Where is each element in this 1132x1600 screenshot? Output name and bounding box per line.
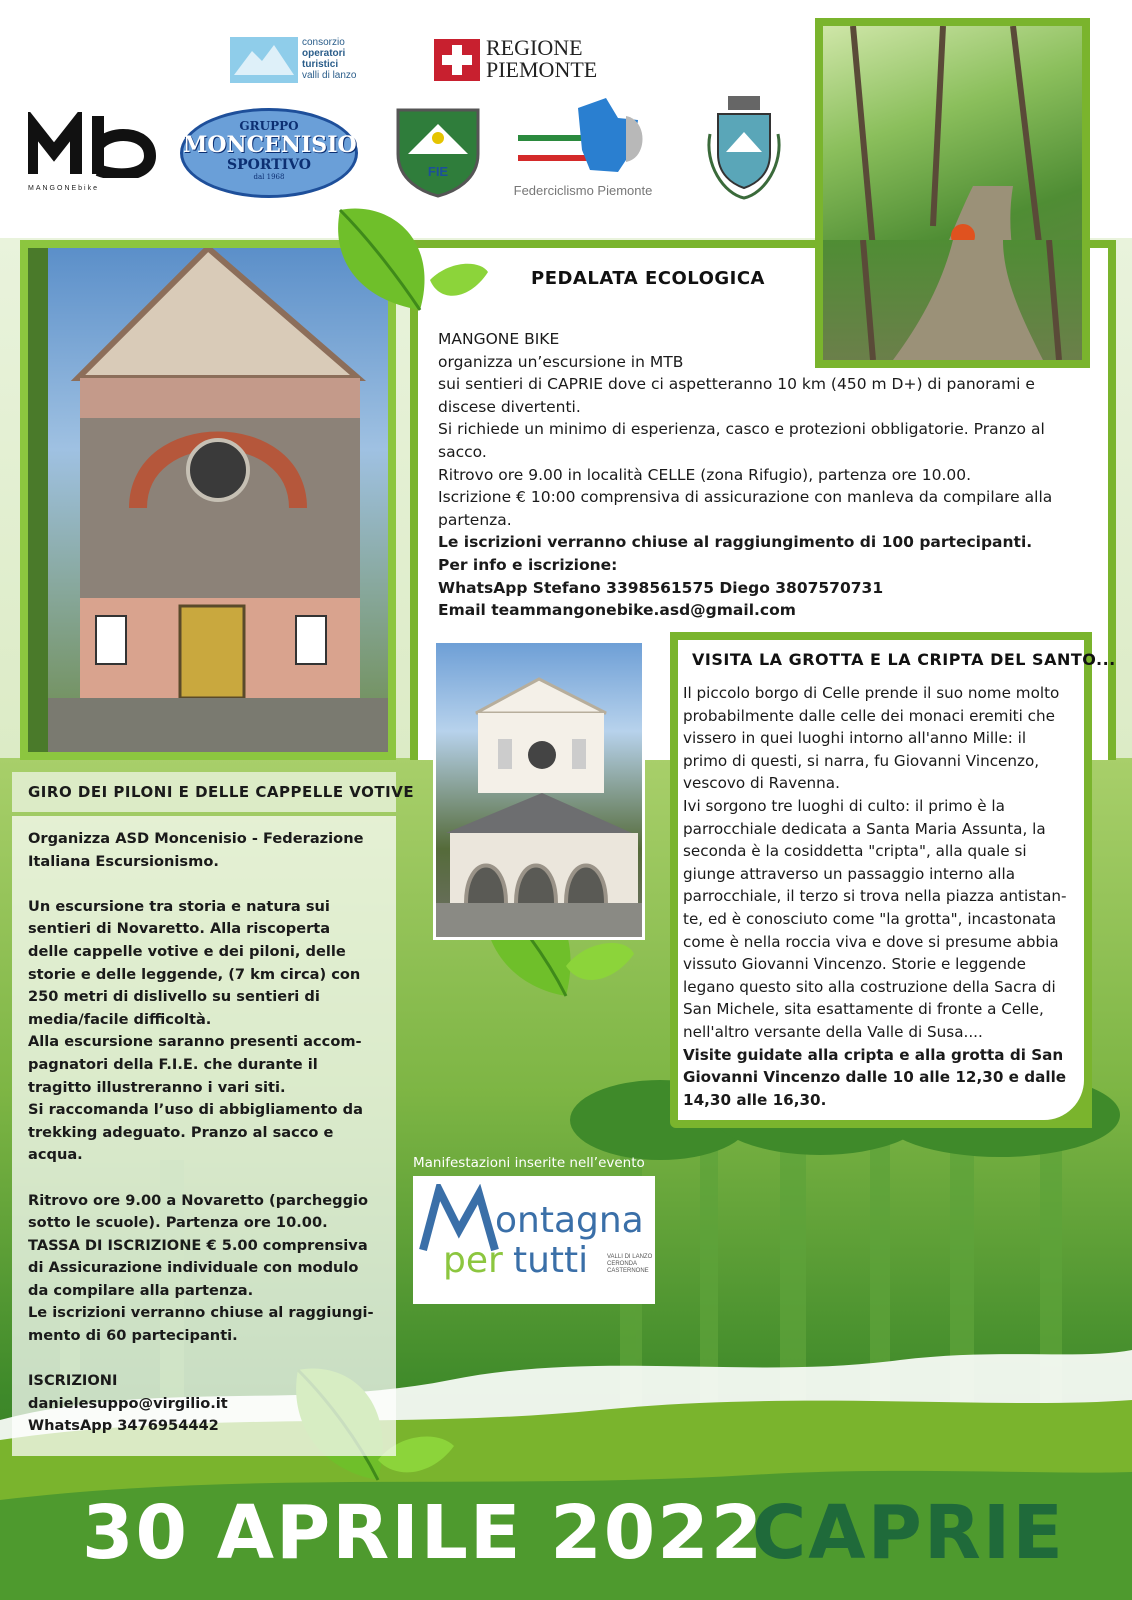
pedalata-bold-line: WhatsApp Stefano 3398561575 Diego 3807570731 <box>438 578 884 597</box>
giro-line: 250 metri di dislivello su sentieri di <box>28 988 320 1006</box>
mountain-icon <box>230 37 298 83</box>
giro-line: sentieri di Novaretto. Alla riscoperta <box>28 920 331 938</box>
consorzio-line-3: turistici <box>302 59 339 70</box>
grotta-line: come è nella roccia viva e dove si presume abbia <box>683 932 1059 951</box>
giro-line: acqua. <box>28 1146 83 1164</box>
consorzio-line-1: consorzio <box>302 37 345 48</box>
giro-line: tragitto illustreranno i vari siti. <box>28 1078 286 1096</box>
montagna-sub: CERONDA <box>607 1261 638 1267</box>
grotta-line: Il piccolo borgo di Celle prende il suo nome molto <box>683 684 1060 702</box>
grotta-line: giunge attraverso un passaggio interno alla <box>683 864 1015 883</box>
giro-line: delle cappelle votive e dei piloni, delle <box>28 942 346 960</box>
pedalata-title: PEDALATA ECOLOGICA <box>531 268 765 289</box>
montagna-caption: Manifestazioni inserite nell’evento <box>413 1155 645 1171</box>
regione-piemonte-logo <box>434 35 598 83</box>
regione-line-1: REGIONE <box>486 35 583 60</box>
giro-line <box>28 1348 394 1371</box>
grotta-line: parrocchiale dedicata a Santa Maria Assunta, la <box>683 819 1046 838</box>
pedalata-bold-line: Email teammangonebike.asd@gmail.com <box>438 601 796 620</box>
grotta-line: probabilmente dalle celle dei monaci eremiti che <box>683 706 1056 725</box>
pedalata-line: sui sentieri di CAPRIE dove ci aspetteranno 10 km (450 m D+) di panorami e <box>438 375 1035 394</box>
montagna-word-per: per <box>443 1240 503 1281</box>
giro-line <box>28 873 394 896</box>
giro-line: media/facile difficoltà. <box>28 1010 212 1028</box>
grotta-bold-line: Visite guidate alla cripta e alla grotta di San <box>683 1045 1064 1064</box>
moncenisio-line-2: MONCENISIO <box>183 132 357 158</box>
piemonte-map-icon <box>498 98 678 178</box>
montagna-sub: CASTERNONE <box>607 1268 649 1274</box>
giro-title: GIRO DEI PILONI E DELLE CAPPELLE VOTIVE <box>28 783 415 801</box>
pedalata-line: organizza un’escursione in MTB <box>438 352 684 371</box>
celle-church-illustration <box>436 643 642 937</box>
federciclismo-label: Federciclismo Piemonte <box>513 183 653 198</box>
moncenisio-logo <box>180 108 360 200</box>
grotta-line: primo di questi, si narra, fu Giovanni Vincenzo, <box>683 751 1040 770</box>
giro-line: TASSA DI ISCRIZIONE € 5.00 comprensiva <box>28 1236 368 1254</box>
consorzio-line-2: operatori <box>302 48 346 59</box>
giro-line: pagnatori della F.I.E. che durante il <box>28 1055 318 1073</box>
fie-shield-icon <box>394 104 482 198</box>
giro-line: Alla escursione saranno presenti accom- <box>28 1033 362 1051</box>
pedalata-line: Ritrovo ore 9.00 in località CELLE (zona Rifugio), partenza ore 10.00. <box>438 465 972 484</box>
coat-of-arms-icon <box>704 94 784 202</box>
giro-line: trekking adeguato. Pranzo al sacco e <box>28 1123 334 1141</box>
giro-line: di Assicurazione individuale con modulo <box>28 1259 359 1277</box>
grotta-line: nell'altro versante della Valle di Susa.... <box>683 1022 983 1041</box>
grotta-line: seconda è la cosiddetta "cripta", alla quale si <box>683 842 1027 861</box>
giro-line: ISCRIZIONI <box>28 1372 118 1390</box>
giro-line: Ritrovo ore 9.00 a Novaretto (parcheggio <box>28 1191 369 1209</box>
montagna-sub: VALLI DI LANZO <box>607 1254 653 1260</box>
mb-caption: MANGONEbike <box>28 185 100 192</box>
moncenisio-line-3: SPORTIVO <box>227 157 311 173</box>
giro-line: sotto le scuole). Partenza ore 10.00. <box>28 1214 328 1232</box>
giro-line: Un escursione tra storia e natura sui <box>28 897 330 915</box>
event-place: CAPRIE <box>752 1490 1065 1576</box>
grotta-bold-line: 14,30 alle 16,30. <box>683 1090 827 1109</box>
fie-logo <box>394 104 482 198</box>
grotta-text <box>683 682 1083 1111</box>
giro-line: mento di 60 partecipanti. <box>28 1327 238 1345</box>
montagna-word-tutti: tutti <box>513 1240 589 1281</box>
pedalata-line: discese divertenti. <box>438 397 581 416</box>
mb-logo-icon <box>28 112 156 178</box>
grotta-line: te, ed è conosciuto come "la grotta", incastonata <box>683 909 1057 928</box>
giro-line: storie e delle leggende, (7 km circa) con <box>28 965 361 983</box>
regione-line-2: PIEMONTE <box>486 57 598 82</box>
grotta-line: Ivi sorgono tre luoghi di culto: il primo è la <box>683 796 1005 815</box>
pedalata-line: sacco. <box>438 442 487 461</box>
giro-line: Si raccomanda l’uso di abbigliamento da <box>28 1101 363 1119</box>
giro-line: Italiana Escursionismo. <box>28 852 219 870</box>
pedalata-bold-line: Le iscrizioni verranno chiuse al raggiungimento di 100 partecipanti. <box>438 533 1033 552</box>
caprie-coat-of-arms <box>704 94 784 202</box>
giro-line: danielesuppo@virgilio.it <box>28 1394 228 1412</box>
celle-church-photo <box>433 640 645 940</box>
mangone-bike-logo <box>28 112 156 192</box>
pedalata-text <box>438 328 1058 622</box>
grotta-line: vissero in quei luoghi intorno all'anno Mille: il <box>683 729 1027 748</box>
consorzio-line-4: valli di lanzo <box>302 70 357 81</box>
giro-text <box>28 828 394 1438</box>
pedalata-line: MANGONE BIKE <box>438 330 560 348</box>
montagna-logo <box>413 1176 655 1304</box>
grotta-title: VISITA LA GROTTA E LA CRIPTA DEL SANTO... <box>692 650 1116 669</box>
giro-line <box>28 1167 394 1190</box>
grotta-line: vissuto Giovanni Vincenzo. Storie e leggende <box>683 955 1026 974</box>
fie-label: FIE <box>427 164 449 179</box>
federciclismo-logo <box>498 98 678 198</box>
grotta-line: parrocchiale, il terzo si trova nella piazza antistan- <box>683 887 1067 906</box>
giro-line: Organizza ASD Moncenisio - Federazione <box>28 830 364 847</box>
consorzio-logo <box>230 37 370 83</box>
grotta-line: vescovo di Ravenna. <box>683 774 840 793</box>
pedalata-bold-line: Per info e iscrizione: <box>438 555 618 574</box>
grotta-line: legano questo sito alla costruzione della Sacra di <box>683 977 1056 996</box>
giro-line: da compilare alla partenza. <box>28 1281 254 1299</box>
leaf-decoration-top <box>330 200 490 330</box>
pedalata-line: partenza. <box>438 510 512 529</box>
grotta-bold-line: Giovanni Vincenzo dalle 10 alle 12,30 e dalle <box>683 1068 1067 1087</box>
moncenisio-line-4: dal 1968 <box>253 173 285 181</box>
pedalata-line: Si richiede un minimo di esperienza, casco e protezioni obbligatorie. Pranzo al <box>438 420 1045 439</box>
grotta-line: San Michele, sita esattamente di fronte a Celle, <box>683 1000 1044 1019</box>
event-date: 30 APRILE 2022 <box>82 1490 765 1576</box>
giro-line: Le iscrizioni verranno chiuse al raggiungi- <box>28 1304 374 1322</box>
giro-line: WhatsApp 3476954442 <box>28 1417 219 1435</box>
cross-icon <box>434 39 480 81</box>
moncenisio-line-1: GRUPPO <box>239 119 299 133</box>
montagna-word-1: ontagna <box>495 1200 644 1241</box>
pedalata-line: Iscrizione € 10:00 comprensiva di assicurazione con manleva da compilare alla <box>438 488 1053 507</box>
